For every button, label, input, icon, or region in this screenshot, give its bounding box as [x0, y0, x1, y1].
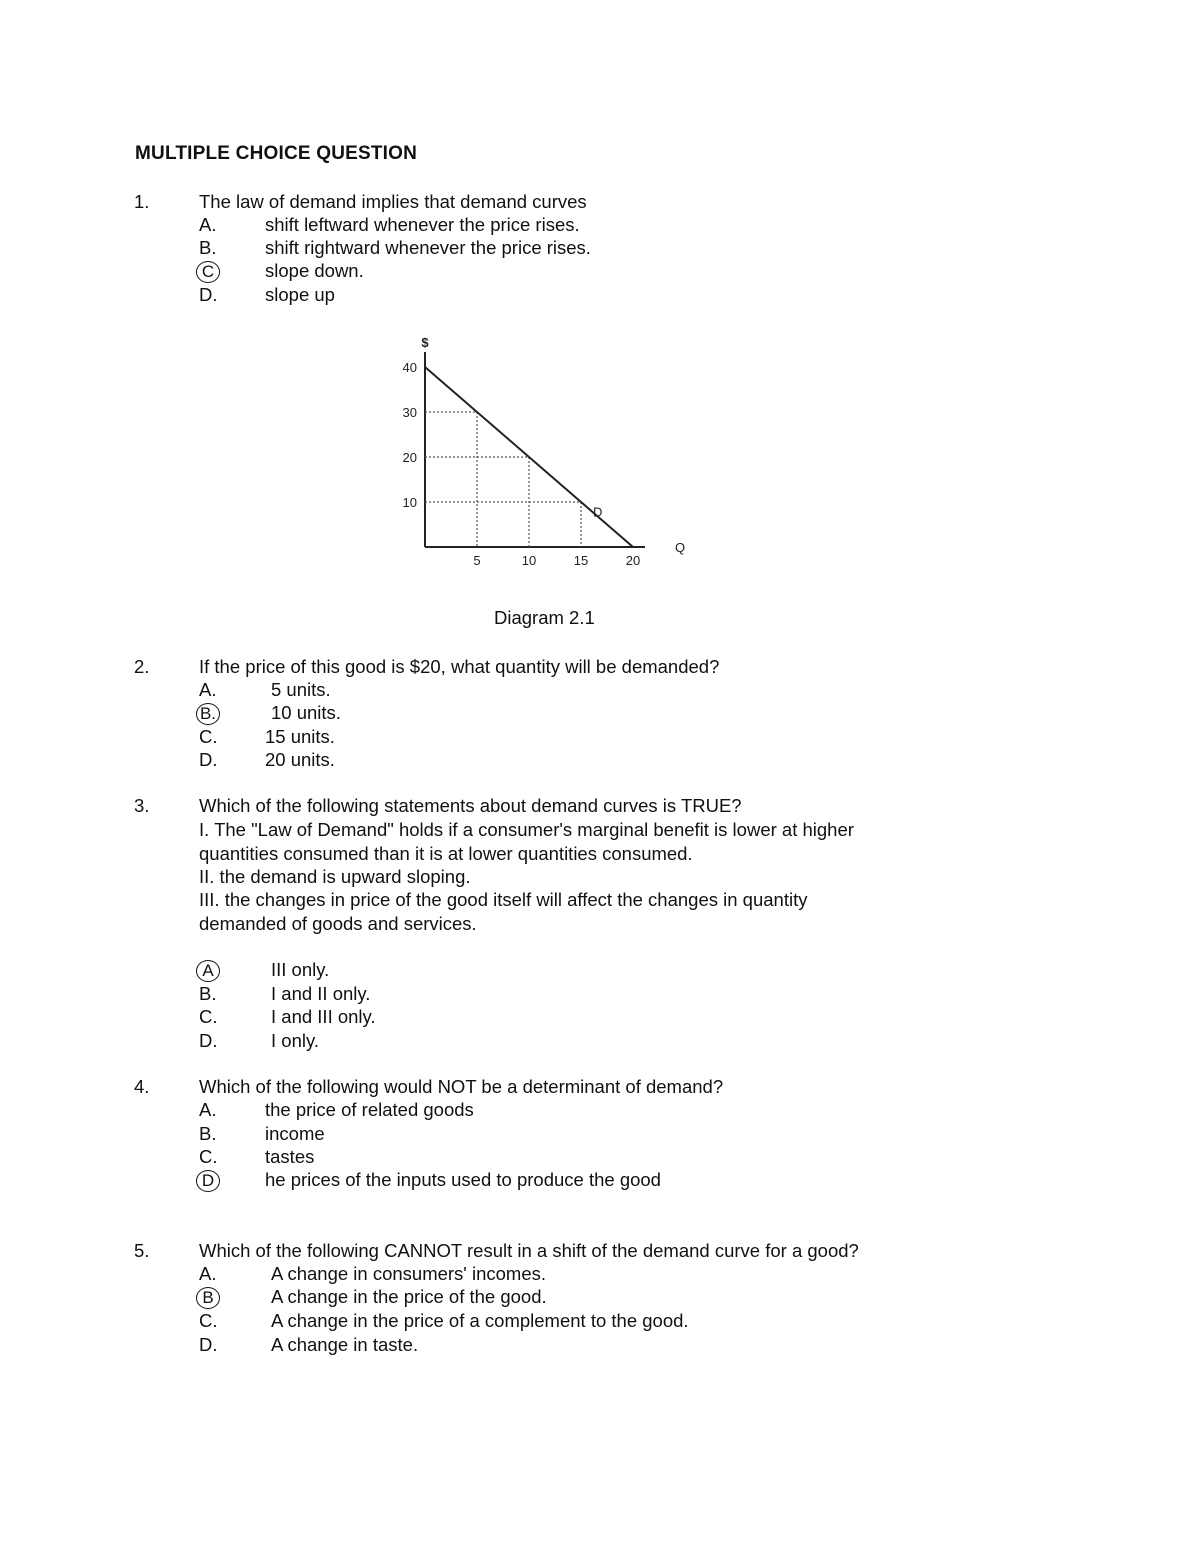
option-text: 20 units.: [265, 749, 335, 770]
circled-answer: C: [196, 261, 220, 283]
option-letter: C.: [199, 726, 218, 747]
y-tick-label: 30: [402, 405, 417, 420]
question-number: 5.: [134, 1240, 150, 1261]
option-text: A change in taste.: [271, 1334, 419, 1355]
demand-chart: [380, 318, 700, 578]
option-text: A change in consumers' incomes.: [271, 1263, 547, 1284]
option-text: slope down.: [265, 260, 364, 281]
question-number: 2.: [134, 656, 150, 677]
option-text: 10 units.: [271, 702, 341, 723]
curve-label: D: [592, 504, 603, 520]
demand-curve: [425, 367, 633, 547]
x-tick-label: 10: [521, 553, 537, 568]
option-letter: B.: [199, 983, 217, 1004]
circled-answer: D: [196, 1170, 220, 1192]
x-tick-label: 15: [573, 553, 589, 568]
option-letter: A.: [199, 679, 217, 700]
option-text: he prices of the inputs used to produce the good: [265, 1169, 661, 1190]
x-axis-label: Q: [675, 540, 686, 555]
question-stem: The law of demand implies that demand curves: [199, 191, 587, 212]
option-letter: B.: [199, 1123, 217, 1144]
option-text: A change in the price of the good.: [271, 1286, 547, 1307]
option-text: tastes: [265, 1146, 315, 1167]
option-letter: D.: [199, 1030, 218, 1051]
question-stem: Which of the following statements about demand curves is TRUE?: [199, 795, 742, 816]
option-letter: A.: [199, 1099, 217, 1120]
question-number: 1.: [134, 191, 150, 212]
statement-line: III. the changes in price of the good itself will affect the changes in quantity: [199, 889, 808, 910]
x-tick-label: 5: [473, 553, 481, 568]
y-tick-label: 40: [402, 360, 417, 375]
y-tick-label: 20: [402, 450, 417, 465]
option-text: III only.: [271, 959, 330, 980]
y-tick-label: 10: [402, 495, 417, 510]
option-text: 15 units.: [265, 726, 335, 747]
option-text: A change in the price of a complement to the good.: [271, 1310, 689, 1331]
option-text: I and II only.: [271, 983, 371, 1004]
statement-line: demanded of goods and services.: [199, 913, 477, 934]
question-stem: Which of the following CANNOT result in a shift of the demand curve for a good?: [199, 1240, 859, 1261]
option-text: shift leftward whenever the price rises.: [265, 214, 580, 235]
option-letter: A.: [199, 214, 217, 235]
statement-line: quantities consumed than it is at lower quantities consumed.: [199, 843, 693, 864]
option-letter: A.: [199, 1263, 217, 1284]
option-letter: C.: [199, 1310, 218, 1331]
x-tick-label: 20: [625, 553, 641, 568]
circled-answer: B.: [196, 703, 220, 725]
page-title: MULTIPLE CHOICE QUESTION: [135, 143, 418, 164]
option-text: the price of related goods: [265, 1099, 474, 1120]
y-axis-label: $: [421, 335, 429, 350]
circled-answer: A: [196, 960, 220, 982]
option-text: slope up: [265, 284, 335, 305]
question-number: 4.: [134, 1076, 150, 1097]
diagram-caption: Diagram 2.1: [494, 607, 595, 628]
circled-answer: B: [196, 1287, 220, 1309]
option-text: income: [265, 1123, 325, 1144]
question-stem: If the price of this good is $20, what quantity will be demanded?: [199, 656, 720, 677]
option-letter: B.: [199, 237, 217, 258]
question-number: 3.: [134, 795, 150, 816]
option-letter: C.: [199, 1146, 218, 1167]
statement-line: I. The "Law of Demand" holds if a consumer's marginal benefit is lower at higher: [199, 819, 854, 840]
option-letter: D.: [199, 284, 218, 305]
option-letter: D.: [199, 1334, 218, 1355]
option-letter: D.: [199, 749, 218, 770]
option-text: I and III only.: [271, 1006, 376, 1027]
option-text: shift rightward whenever the price rises.: [265, 237, 591, 258]
question-stem: Which of the following would NOT be a determinant of demand?: [199, 1076, 724, 1097]
option-text: 5 units.: [271, 679, 331, 700]
option-letter: C.: [199, 1006, 218, 1027]
option-text: I only.: [271, 1030, 319, 1051]
statement-line: II. the demand is upward sloping.: [199, 866, 471, 887]
